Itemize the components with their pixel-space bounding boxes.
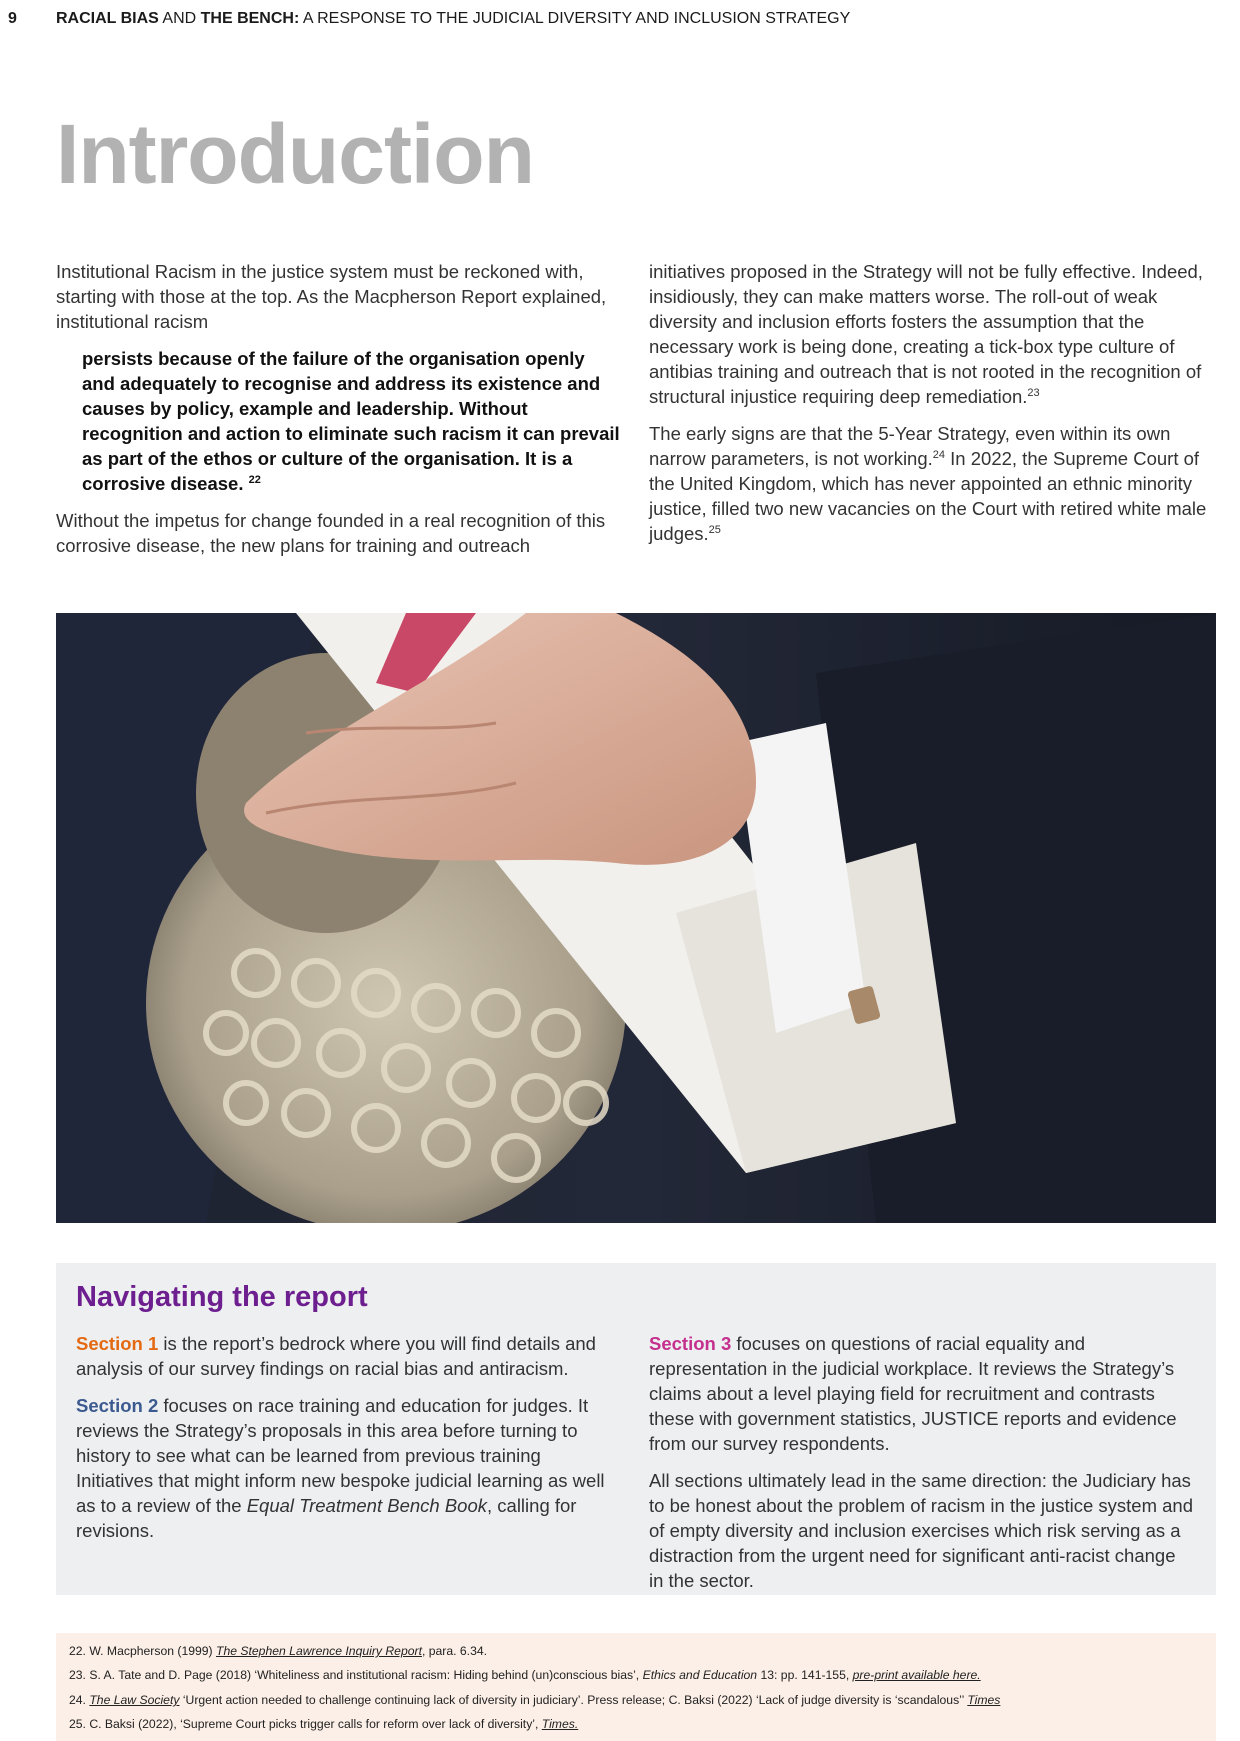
section-2-text-a: focuses on race training and education for judges. It reviews the Strategy’s proposals in this area before turning to history to see what can be learned from previous training Initiatives that might inform new bespoke judicial learning as well as to a review of the xyxy=(76,1395,605,1516)
running-header xyxy=(8,10,1220,28)
closing-summary: All sections ultimately lead in the same direction: the Judiciary has to be honest about the problem of racism in the justice system and of empty diversity and inclusion exercises which risk serving as a distraction from the urgent need for significant anti-racist change in the sector. xyxy=(649,1470,1193,1591)
section-1-text: is the report’s bedrock where you will find details and analysis of our survey findings on racial bias and antiracism. xyxy=(76,1333,596,1379)
intro-paragraph-4b: In 2022, the Supreme Court of the United Kingdom, which has never appointed an ethnic minority justice, filled two new vacancies on the Court with retired white male judges. xyxy=(649,448,1207,544)
section-2-book-title: Equal Treatment Bench Book xyxy=(246,1495,487,1516)
page-number: 9 xyxy=(8,10,17,27)
footnote-25-text-a: 25. C. Baksi (2022), ‘Supreme Court picks trigger calls for reform over lack of diversity’, xyxy=(69,1717,542,1731)
section-1-label: Section 1 xyxy=(76,1333,159,1354)
footnote-24-text-a: 24. xyxy=(69,1693,90,1707)
footnote-22-link[interactable]: The Stephen Lawrence Inquiry Report xyxy=(216,1644,422,1658)
footnotes xyxy=(56,1633,1216,1741)
footnote-23-text-a: 23. S. A. Tate and D. Page (2018) ‘Whiteliness and institutional racism: Hiding behind (un)conscious bias’, xyxy=(69,1668,643,1682)
footnote-ref-22[interactable]: 22 xyxy=(248,473,261,486)
navigating-column-right xyxy=(649,1331,1194,1605)
footnote-24-link-times[interactable]: Times xyxy=(967,1693,1001,1707)
intro-paragraph-3 xyxy=(649,259,1209,409)
footnote-24-text-b: ‘Urgent action needed to challenge continuing lack of diversity in judiciary’. Press release; C. Baksi (2022) ‘Lack of judge diversity is ‘scandalous’’ xyxy=(179,1693,968,1707)
footnote-23-text-b: 13: pp. 141-155, xyxy=(757,1668,853,1682)
header-title-rest: A RESPONSE TO THE JUDICIAL DIVERSITY AND INCLUSION STRATEGY xyxy=(299,10,851,27)
header-title-mid: AND xyxy=(158,10,201,27)
section-2-label: Section 2 xyxy=(76,1395,159,1416)
footnote-22-text-b: , para. 6.34. xyxy=(421,1644,488,1658)
judge-wig-photo xyxy=(56,613,1216,1223)
section-2-text-b: , calling for revisions. xyxy=(76,1495,577,1541)
footnote-23 xyxy=(69,1668,981,1682)
intro-column-right xyxy=(649,259,1209,558)
section-2-summary xyxy=(76,1393,606,1543)
intro-paragraph-3-text: initiatives proposed in the Strategy will not be fully effective. Indeed, insidiously, they can make matters worse. The roll-out of weak diversity and inclusion efforts fosters the assumption that the necessary work is being done, creating a tick-box type culture of antibias training and outreach that is not rooted in the recognition of structural injustice requiring deep remediation. xyxy=(649,261,1203,407)
section-3-summary xyxy=(649,1331,1194,1456)
macpherson-quote xyxy=(82,346,621,496)
footnote-23-journal: Ethics and Education xyxy=(642,1668,758,1682)
intro-paragraph-4a: The early signs are that the 5-Year Strategy, even within its own narrow parameters, is not working. xyxy=(649,423,1171,469)
navigating-heading: Navigating the report xyxy=(76,1281,368,1313)
intro-paragraph-4 xyxy=(649,421,1209,546)
page-title: Introduction xyxy=(56,107,534,201)
quote-text: persists because of the failure of the organisation openly and adequately to recognise and address its existence and causes by policy, example and leadership. Without recognition and action to eliminate such racism it can prevail as part of the ethos or culture of the organisation. It is a corrosive disease. xyxy=(82,348,620,494)
header-title-bold: RACIAL BIAS xyxy=(56,10,159,27)
section-1-summary xyxy=(76,1331,606,1381)
navigating-the-report-box xyxy=(56,1263,1216,1595)
section-3-label: Section 3 xyxy=(649,1333,732,1354)
footnote-24 xyxy=(69,1693,1000,1707)
footnote-24-link[interactable]: The Law Society xyxy=(89,1693,180,1707)
footnote-23-link[interactable]: pre-print available here. xyxy=(852,1668,981,1682)
intro-paragraph-2: Without the impetus for change founded in a real recognition of this corrosive disease, the new plans for training and outreach xyxy=(56,510,606,556)
intro-column-left xyxy=(56,259,621,570)
footnote-ref-25[interactable]: 25 xyxy=(708,523,721,536)
footnote-22-text-a: 22. W. Macpherson (1999) xyxy=(69,1644,216,1658)
intro-paragraph-1: Institutional Racism in the justice system must be reckoned with, starting with those at the top. As the Macpherson Report explained, institutional racism xyxy=(56,261,607,332)
section-3-text: focuses on questions of racial equality and representation in the judicial workplace. It reviews the Strategy’s claims about a level playing field for recruitment and contrasts these with government statistics, JUSTICE reports and evidence from our survey respondents. xyxy=(649,1333,1177,1454)
footnote-ref-24[interactable]: 24 xyxy=(932,448,946,461)
footnote-ref-23[interactable]: 23 xyxy=(1027,386,1040,399)
footnote-25 xyxy=(69,1717,578,1731)
navigating-column-left xyxy=(76,1331,606,1555)
footnote-25-link[interactable]: Times. xyxy=(541,1717,579,1731)
header-title-bold2: THE BENCH: xyxy=(200,10,300,27)
footnote-22 xyxy=(69,1644,487,1658)
